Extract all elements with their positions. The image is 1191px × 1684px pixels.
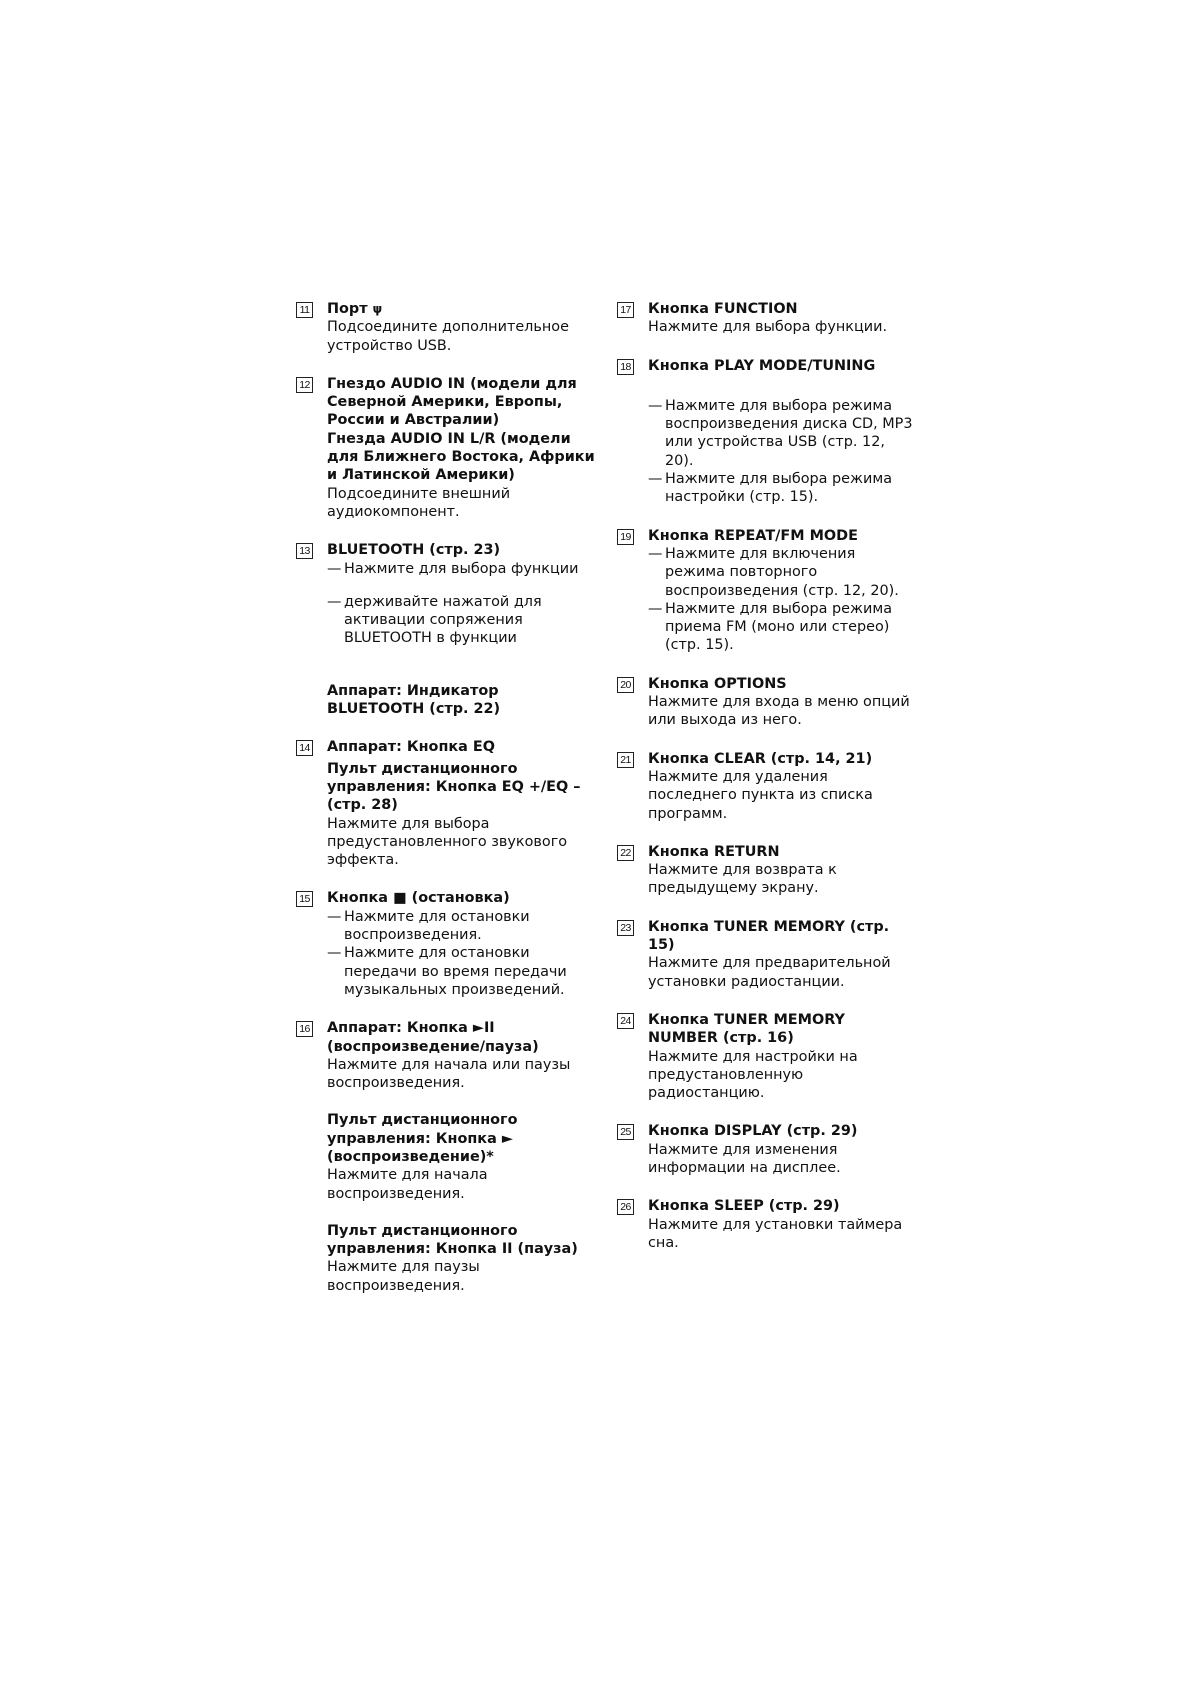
entry-19 xyxy=(617,527,917,655)
usb-icon: ψ xyxy=(372,302,383,316)
entry-title-text: (воспроизведение/пауза) xyxy=(327,1038,539,1055)
entry-number: 20 xyxy=(617,677,634,693)
entry-subtitle-text: (воспроизведение)* xyxy=(327,1148,494,1165)
entry-description: Нажмите для входа в меню опций или выхода из него. xyxy=(648,694,910,729)
dash-icon: — xyxy=(648,545,663,562)
play-pause-icon: ►II xyxy=(472,1020,495,1037)
entry-title-text: Аппарат: Кнопка xyxy=(327,1020,468,1037)
entry-number: 15 xyxy=(296,891,313,907)
entry-title: Кнопка FUNCTION xyxy=(648,301,798,317)
entry-21 xyxy=(617,750,917,823)
entry-20 xyxy=(617,675,917,730)
entry-description: Нажмите для выбора функции. xyxy=(648,319,888,336)
entry-title: Кнопка TUNER MEMORY (стр. 15) xyxy=(648,918,890,954)
entry-24 xyxy=(617,1011,917,1102)
entry-description: Нажмите для паузы воспроизведения. xyxy=(327,1259,480,1294)
play-icon: ► xyxy=(501,1130,513,1147)
bullet-text: держивайте нажатой для активации сопряжения BLUETOOTH в функции xyxy=(344,593,542,647)
dash-icon: — xyxy=(327,560,342,577)
entry-number: 25 xyxy=(617,1124,634,1140)
entry-15 xyxy=(296,889,596,999)
entry-subtitle xyxy=(327,1111,596,1166)
entry-title xyxy=(327,300,596,318)
dash-icon: — xyxy=(648,600,663,617)
entry-14 xyxy=(296,738,596,869)
entry-description: Нажмите для установки таймера сна. xyxy=(648,1216,903,1251)
entry-number: 12 xyxy=(296,377,313,393)
entry-number: 11 xyxy=(296,302,313,318)
entry-description: Нажмите для выбора предустановленного звукового эффекта. xyxy=(327,815,568,869)
entry-25 xyxy=(617,1122,917,1177)
bullet-item xyxy=(648,600,917,655)
entry-number: 21 xyxy=(617,752,634,768)
entry-subtitle-text: Пульт дистанционного управления: Кнопка xyxy=(327,1222,518,1258)
left-column xyxy=(296,300,596,1295)
bullet-text: Нажмите для выбора режима приема FM (моно или стерео) (стр. 15). xyxy=(665,600,893,654)
entry-subtitle xyxy=(327,1222,596,1259)
entry-number: 23 xyxy=(617,920,634,936)
entry-18 xyxy=(617,357,917,507)
entry-number: 17 xyxy=(617,302,634,318)
entry-title: Кнопка TUNER MEMORY NUMBER (стр. 16) xyxy=(648,1011,845,1047)
entry-number: 16 xyxy=(296,1021,313,1037)
entry-title-alt: Пульт дистанционного управления: Кнопка EQ +/EQ – (стр. 28) xyxy=(327,760,581,814)
entry-title: BLUETOOTH (стр. 23) xyxy=(327,542,501,559)
bullet-text: Нажмите для выбора режима настройки (стр. 15). xyxy=(665,471,893,506)
bullet-item xyxy=(327,908,596,945)
entry-12 xyxy=(296,375,596,521)
entry-description: Подсоедините дополнительное устройство USB. xyxy=(327,319,569,354)
entry-number: 24 xyxy=(617,1013,634,1029)
dash-icon: — xyxy=(648,397,663,414)
entry-title: Кнопка CLEAR (стр. 14, 21) xyxy=(648,750,873,767)
bullet-text: Нажмите для включения режима повторного воспроизведения (стр. 12, 20). xyxy=(665,545,899,599)
entry-title: Кнопка DISPLAY (стр. 29) xyxy=(648,1123,858,1140)
entry-11 xyxy=(296,300,596,355)
entry-description: Нажмите для возврата к предыдущему экрану. xyxy=(648,862,837,897)
entry-17 xyxy=(617,300,917,337)
right-column xyxy=(617,300,917,1252)
bullet-item xyxy=(327,593,596,648)
stop-icon: ■ xyxy=(393,890,407,907)
bullet-item xyxy=(327,944,596,999)
bullet-text: Нажмите для выбора режима воспроизведения диска CD, MP3 или устройства USB (стр. 12, 20). xyxy=(665,397,913,469)
entry-title: Гнездо AUDIO IN (модели для Северной Америки, Европы, России и Австралии) xyxy=(327,375,577,429)
entry-23 xyxy=(617,918,917,991)
entry-title: Кнопка REPEAT/FM MODE xyxy=(648,527,858,544)
entry-description: Подсоедините внешний аудиокомпонент. xyxy=(327,485,511,520)
entry-number: 26 xyxy=(617,1199,634,1215)
entry-title: Кнопка PLAY MODE/TUNING xyxy=(648,357,876,374)
bullet-item xyxy=(648,397,917,470)
entry-title: Кнопка SLEEP (стр. 29) xyxy=(648,1198,840,1215)
entry-description: Нажмите для начала воспроизведения. xyxy=(327,1167,488,1202)
entry-22 xyxy=(617,843,917,898)
entry-title: Кнопка OPTIONS xyxy=(648,675,787,692)
entry-16 xyxy=(296,1019,596,1295)
dash-icon: — xyxy=(327,945,342,962)
dash-icon: — xyxy=(648,471,663,488)
entry-26 xyxy=(617,1197,917,1252)
entry-description: Нажмите для начала или паузы воспроизведения. xyxy=(327,1056,571,1092)
entry-title: Аппарат: Кнопка EQ xyxy=(327,739,495,756)
bullet-item xyxy=(648,470,917,507)
entry-description: Нажмите для настройки на предустановленную радиостанцию. xyxy=(648,1048,858,1102)
entry-subtitle-text: Пульт дистанционного управления: Кнопка xyxy=(327,1112,518,1147)
entry-subtitle: Аппарат: Индикатор BLUETOOTH (стр. 22) xyxy=(327,682,501,718)
entry-number: 19 xyxy=(617,529,634,545)
entry-title-text: (остановка) xyxy=(411,890,510,907)
entry-number: 13 xyxy=(296,543,313,559)
bullet-text: Нажмите для остановки воспроизведения. xyxy=(344,908,530,944)
bullet-item xyxy=(648,545,917,600)
entry-title-alt: Гнезда AUDIO IN L/R (модели для Ближнего Востока, Африки и Латинской Америки) xyxy=(327,430,595,484)
entry-number: 22 xyxy=(617,845,634,861)
bullet-text: Нажмите для остановки передачи во время передачи музыкальных произведений. xyxy=(344,945,567,998)
entry-description: Нажмите для изменения информации на дисплее. xyxy=(648,1141,841,1176)
entry-title-text: Кнопка xyxy=(327,890,389,907)
bullet-item xyxy=(327,560,596,578)
entry-13 xyxy=(296,541,596,718)
entry-title xyxy=(327,1019,596,1056)
entry-description: Нажмите для предварительной установки радиостанции. xyxy=(648,955,891,990)
entry-subtitle-text: (пауза) xyxy=(517,1241,578,1258)
entry-title-text: Порт xyxy=(327,301,368,317)
dash-icon: — xyxy=(327,908,342,925)
entry-number: 18 xyxy=(617,359,634,375)
dash-icon: — xyxy=(327,593,342,610)
entry-number: 14 xyxy=(296,740,313,756)
bullet-text: Нажмите для выбора функции xyxy=(344,560,579,577)
entry-title: Кнопка RETURN xyxy=(648,843,780,860)
pause-icon: II xyxy=(501,1241,513,1258)
entry-title xyxy=(327,889,596,907)
entry-description: Нажмите для удаления последнего пункта из списка программ. xyxy=(648,768,873,822)
